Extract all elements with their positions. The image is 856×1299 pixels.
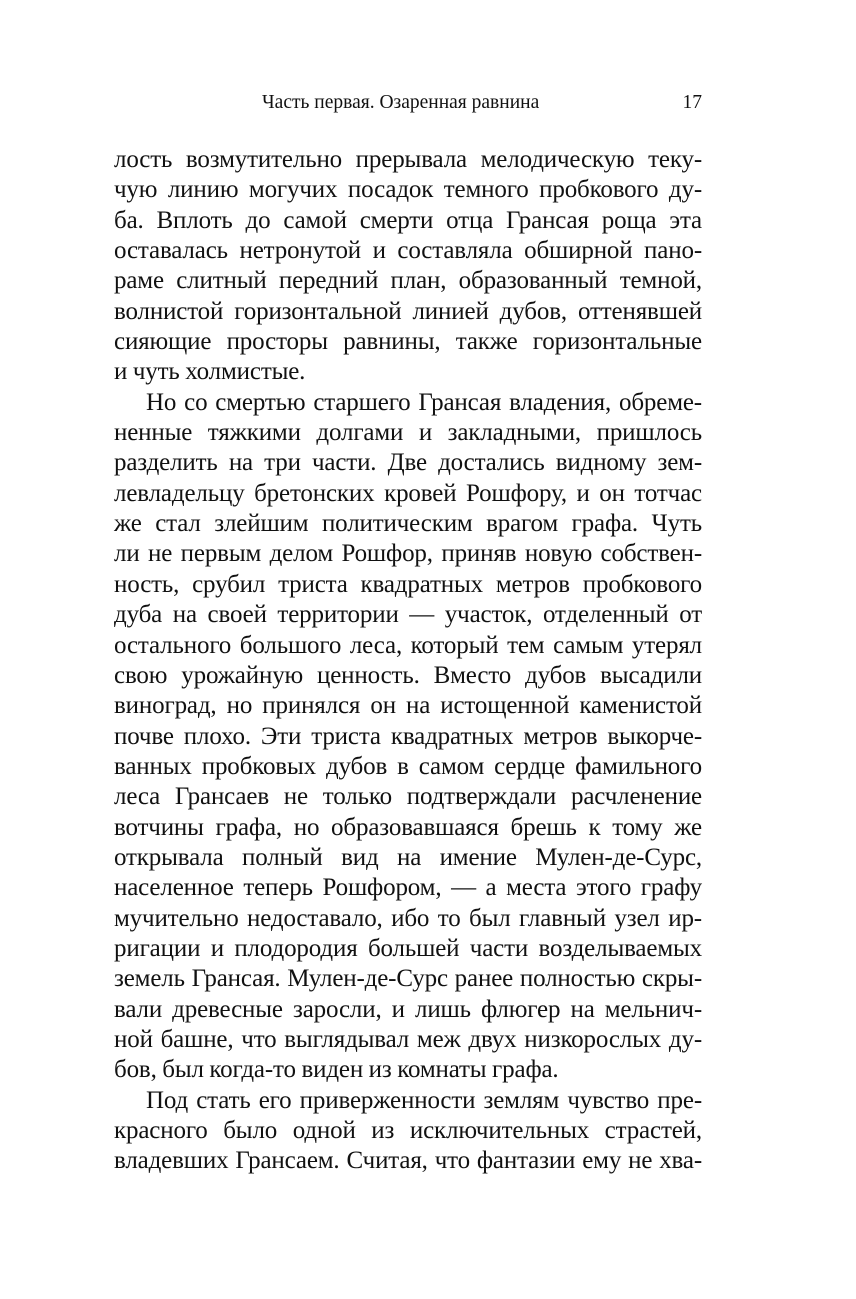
text-line: сияющие просторы равнины, также горизонтальные xyxy=(114,328,702,356)
text-line: остального большого леса, который тем самым утерял xyxy=(114,631,702,659)
text-line: бов, был когда-то виден из комнаты графа. xyxy=(114,1056,559,1084)
text-line: вотчины графа, но образовавшаяся брешь к тому же xyxy=(114,813,702,841)
text-line: красного было одной из исключительных страстей, xyxy=(114,1117,702,1144)
text-line: и чуть холмистые. xyxy=(114,358,306,386)
running-title: Часть первая. Озаренная равнина xyxy=(262,92,540,113)
page-number: 17 xyxy=(682,92,702,113)
text-line: разделить на три части. Две достались видному зем- xyxy=(114,449,702,477)
running-header xyxy=(114,88,702,118)
text-line: леса Грансаев не только подтверждали расчленение xyxy=(114,783,702,811)
text-line: свою урожайную ценность. Вместо дубов высадили xyxy=(114,661,702,689)
text-line: ность, срубил триста квадратных метров пробкового xyxy=(114,570,702,598)
text-line: вали древесные заросли, и лишь флюгер на мельнич- xyxy=(114,995,702,1023)
text-line: ненные тяжкими долгами и закладными, пришлось xyxy=(114,419,702,447)
text-line: почве плохо. Эти триста квадратных метров выкорче- xyxy=(114,722,702,750)
paragraph-first-line: Под стать его приверженности землям чувство пре- xyxy=(146,1086,702,1114)
paragraph-first-line: Но со смертью старшего Грансая владения, обреме- xyxy=(146,388,702,416)
text-line: волнистой горизонтальной линией дубов, оттенявшей xyxy=(114,297,702,325)
text-line: открывала полный вид на имение Мулен-де-Сурс, xyxy=(114,843,702,871)
text-line: дуба на своей территории — участок, отделенный от xyxy=(114,601,702,629)
text-line: ной башне, что выглядывал меж двух низкорослых ду- xyxy=(114,1025,702,1053)
text-line: земель Грансая. Мулен-де-Сурс ранее полностью скры- xyxy=(114,965,702,993)
text-line: населенное теперь Рошфором, — а места этого графу xyxy=(114,874,702,902)
text-line: чую линию могучих посадок темного пробкового ду- xyxy=(114,176,702,204)
text-line: же стал злейшим политическим врагом графа. Чуть xyxy=(114,510,702,538)
text-line: левладельцу бретонских кровей Рошфору, и он тотчас xyxy=(114,479,702,507)
text-line: ванных пробковых дубов в самом сердце фамильного xyxy=(114,752,702,780)
text-line: раме слитный передний план, образованный темной, xyxy=(114,267,702,295)
text-line: ригации и плодородия большей части возделываемых xyxy=(114,934,702,962)
text-line: владевших Грансаем. Считая, что фантазии ему не хва- xyxy=(114,1147,702,1175)
text-line: оставалась нетронутой и составляла обширной пано- xyxy=(114,237,702,265)
text-line: лость возмутительно прерывала мелодическую теку- xyxy=(114,146,702,173)
text-line: мучительно недоставало, ибо то был главный узел ир- xyxy=(114,904,702,932)
text-line: виноград, но принялся он на истощенной каменистой xyxy=(114,692,702,720)
text-line: ли не первым делом Рошфор, приняв новую собствен- xyxy=(114,540,702,568)
body-text xyxy=(114,145,702,1177)
text-line: ба. Вплоть до самой смерти отца Грансая роща эта xyxy=(114,206,702,234)
